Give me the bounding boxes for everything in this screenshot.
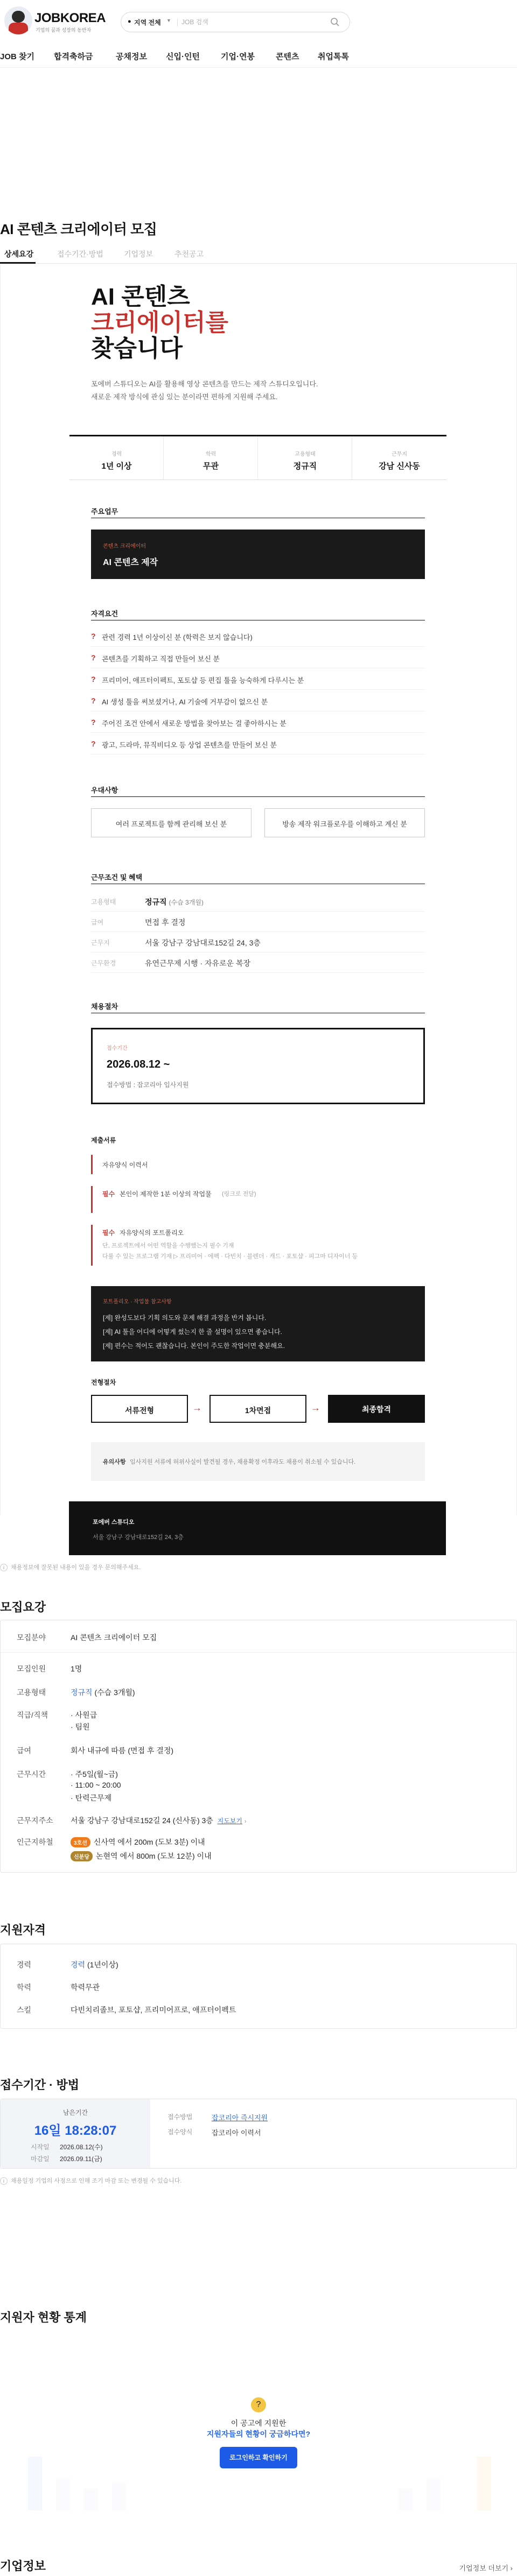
- meta-value: 무관: [203, 462, 219, 471]
- tab-period[interactable]: 접수기간·방법: [57, 250, 103, 258]
- pref-heading: 우대사항: [91, 786, 118, 794]
- qual-item: ? 프리미어, 애프터이펙트, 포토샵 등 편집 툴을 능숙하게 다루시는 분: [91, 668, 425, 690]
- work-heading: 근무조건 및 혜택: [91, 873, 143, 881]
- detail-tabs: [0, 245, 517, 264]
- qual-heading: 자격요건: [91, 610, 118, 618]
- brand-tagline: 기업의 꿈과 성장의 동반자: [36, 27, 92, 33]
- login-button[interactable]: 로그인하고 확인하기: [220, 2447, 297, 2468]
- qual-item: ? 광고, 드라마, 뮤직비디오 등 상업 콘텐츠를 만들어 보신 분: [91, 733, 425, 754]
- qual-item: ? 주어진 조건 안에서 새로운 방법을 찾아보는 걸 좋아하시는 분: [91, 711, 425, 733]
- apply-method-link[interactable]: 잡코리아 즉시지원: [212, 2114, 268, 2122]
- hire-heading: 채용절차: [91, 1003, 118, 1011]
- poster-headline: [91, 284, 228, 362]
- meta-key: 경력: [111, 451, 122, 457]
- period-note: i 채용일정 기업의 사정으로 인해 조기 마감 또는 변경될 수 있습니다.: [0, 2176, 181, 2185]
- doc-item: 필수 본인이 제작한 1분 이상의 작업물 (링크로 전달): [91, 1186, 425, 1213]
- location-pin-icon: ●: [128, 18, 131, 25]
- qual-item: ? AI 생성 툴을 써보셨거나, AI 기술에 거부감이 없으신 분: [91, 690, 425, 711]
- poster-lead: [91, 378, 318, 404]
- stats-chart: [0, 2397, 517, 2543]
- search-divider: [177, 19, 178, 26]
- step-final: 최종합격: [328, 1395, 425, 1423]
- brand-logo[interactable]: JOBKOREA: [34, 11, 106, 25]
- duty-heading: 주요업무: [91, 507, 118, 516]
- subway-badge: 3호선: [71, 1837, 90, 1847]
- poster-footer: 포에버 스튜디오 서울 강남구 강남대로152길 24, 3층: [69, 1501, 446, 1555]
- search-bar: [121, 12, 350, 32]
- notice-box: 유의사항 입사지원 서류에 허위사실이 발견될 경우, 채용확정 이후라도 채용이 취소될 수 있습니다.: [91, 1442, 425, 1481]
- nav-contents[interactable]: 콘텐츠: [276, 52, 299, 61]
- receipt-note: 접수방법 : 잡코리아 입사지원: [107, 1081, 189, 1089]
- recruit-heading: 모집요강: [0, 1600, 46, 1614]
- qual-item: ? 콘텐츠를 기획하고 직접 만들어 보신 분: [91, 647, 425, 668]
- period-heading: 접수기간 · 방법: [0, 2078, 80, 2092]
- receipt-date: 2026.08.12 ~: [107, 1058, 170, 1070]
- divider: [91, 796, 425, 797]
- headline-line-2: 크리에이터를: [91, 309, 229, 336]
- countdown: 16일 18:28:07: [34, 2123, 117, 2138]
- steps: [91, 1395, 425, 1424]
- tip-box: 포트폴리오 · 작업물 참고사항 [제] 완성도보다 기획 의도와 문제 해결 과정을 반겨 봅니다. [제] AI 툴을 어디에 어떻게 썼는지 한 줄 설명이 있으면 좋습니다. [제] 편수는 적어도 괜찮습니다. 본인이 주도한 작업이면 충분해요.: [91, 1286, 425, 1361]
- summary-meta: [69, 435, 446, 480]
- recruit-card: 모집분야 AI 콘텐츠 크리에이터 모집 모집인원 1명 고용형태 정규직 (수습 3개월) 직급/직책 · 사원급 · 팀원 급여 회사 내규에 따름 (면접 후 결정) 근무시간 · 주5일(월~금) · 11:00 ~ 20:00 · 탄력근무제 근무지주소 서울 강남구 강남대로152길 24 (신사동) 3층 지도보기 › 인근지하철 3호선 신사역 에서 200m (도보 3분) 이내 신분당 논현역 에서 800m (도보 12분) 이내: [0, 1620, 517, 1873]
- meta-key: 고용형태: [295, 451, 316, 457]
- qualification-heading: 지원자격: [0, 1923, 46, 1937]
- lead-line: 포에버 스튜디오는 AI를 활용해 영상 콘텐츠를 만드는 제작 스튜디오입니다.: [91, 380, 318, 388]
- step-document: 서류전형: [91, 1395, 188, 1423]
- tab-recommend[interactable]: 추천공고: [174, 250, 204, 258]
- nav-job-search[interactable]: JOB 찾기: [0, 52, 34, 61]
- work-row: 급여 면접 후 결정: [91, 912, 425, 932]
- doc-item: 필수 자유양식의 포트폴리오 단, 프로젝트에서 어떤 역할을 수행했는지 필수 기재 다룰 수 있는 프로그램 기재 ▷ 프리미어 · 에펙 · 다빈치 · 블렌더 · 캐드 · 포토샵 · 피그마 디자이너 등: [91, 1225, 425, 1266]
- receipt-box: [91, 1028, 425, 1104]
- stats-overlay: ? 이 공고에 지원한 지원자들의 현황이 궁금하다면? 로그인하고 확인하기: [0, 2397, 517, 2543]
- recruit-row: 모집분야 AI 콘텐츠 크리에이터 모집: [1, 1620, 517, 1653]
- arrow-right-icon: →: [311, 1402, 320, 1413]
- stats-heading: 지원자 현황 통계: [0, 2311, 87, 2324]
- main-nav: [0, 46, 517, 68]
- work-row: 근무환경 유연근무제 시행 · 자유로운 복장: [91, 952, 425, 973]
- map-link[interactable]: 지도보기: [217, 1817, 242, 1825]
- site-header: [0, 0, 517, 43]
- region-select[interactable]: 지역 전체: [134, 19, 161, 26]
- arrow-right-icon: →: [192, 1402, 202, 1413]
- receipt-label: 접수기간: [107, 1046, 128, 1051]
- chevron-right-icon: ›: [244, 1818, 247, 1825]
- subway-badge: 신분당: [71, 1851, 93, 1861]
- search-icon[interactable]: [330, 17, 340, 27]
- pref-item: 여러 프로젝트를 함께 관리해 보신 분: [91, 808, 251, 837]
- job-poster: [0, 264, 517, 1515]
- headline-line-1: AI 콘텐츠: [91, 284, 190, 310]
- company-heading: 기업정보: [0, 2559, 46, 2573]
- remaining-time-box: 남은기간 16일 18:28:07 시작일 2026.08.12(수) 마감일 2026.09.11(금): [1, 2099, 150, 2168]
- nav-company-salary[interactable]: 기업·연봉: [221, 52, 255, 61]
- search-input[interactable]: [181, 17, 322, 27]
- meta-value: 강남 신사동: [379, 462, 420, 471]
- duty-name: AI 콘텐츠 제작: [103, 558, 158, 567]
- meta-key: 근무지: [392, 451, 407, 457]
- duty-box: [91, 530, 425, 579]
- thinking-face-icon: ?: [251, 2397, 266, 2412]
- headline-line-3: 찾습니다: [91, 335, 183, 362]
- tab-company[interactable]: 기업정보: [124, 250, 153, 258]
- meta-value: 1년 이상: [101, 462, 132, 471]
- period-card: 남은기간 16일 18:28:07 시작일 2026.08.12(수) 마감일 2026.09.11(금) 접수방법 잡코리아 즉시지원 접수양식 잡코리아 이력서: [0, 2099, 517, 2169]
- qual-item: ? 관련 경력 1년 이상이신 분 (학력은 보지 않습니다): [91, 625, 425, 647]
- nav-public-recruit[interactable]: 공채정보: [116, 52, 147, 61]
- info-icon: i: [0, 2177, 8, 2185]
- qualification-card: 경력 경력 (1년이상) 학력 학력무관 스킬 다빈치리졸브, 포토샵, 프리미어프로, 애프터이펙트: [0, 1944, 517, 2029]
- lead-line: 새로운 제작 방식에 관심 있는 분이라면 편하게 지원해 주세요.: [91, 393, 278, 401]
- pref-boxes: [91, 808, 425, 838]
- meta-value: 정규직: [293, 462, 317, 471]
- report-note[interactable]: i 채용정보에 잘못된 내용이 있을 경우 문의해주세요.: [0, 1563, 141, 1571]
- meta-key: 학력: [205, 451, 216, 457]
- pref-item: 방송 제작 워크플로우를 이해하고 계신 분: [264, 808, 425, 837]
- doc-item: 자유양식 이력서: [91, 1155, 425, 1174]
- work-row: 고용형태 정규직 (수습 3개월): [91, 891, 425, 912]
- nav-entry-intern[interactable]: 신입·인턴: [166, 52, 200, 61]
- page-title: AI 콘텐츠 크리에이터 모집: [0, 221, 157, 237]
- info-icon: i: [0, 1564, 8, 1571]
- doc-heading: 제출서류: [91, 1137, 116, 1144]
- work-row: 근무지 서울 강남구 강남대로152길 24, 3층: [91, 932, 425, 952]
- tab-detail[interactable]: 상세요강: [4, 250, 34, 258]
- nav-hire-bonus[interactable]: 합격축하금: [54, 52, 93, 61]
- mascot-logo[interactable]: [4, 6, 32, 34]
- step-heading: 전형절차: [91, 1379, 116, 1386]
- chevron-down-icon[interactable]: ▼: [166, 18, 171, 23]
- company-more-link[interactable]: 기업정보 더보기 ›: [459, 2564, 513, 2572]
- duty-sub: 콘텐츠 크리에이터: [103, 544, 146, 549]
- nav-talk[interactable]: 취업톡톡: [318, 52, 349, 61]
- step-interview: 1차면접: [209, 1395, 306, 1423]
